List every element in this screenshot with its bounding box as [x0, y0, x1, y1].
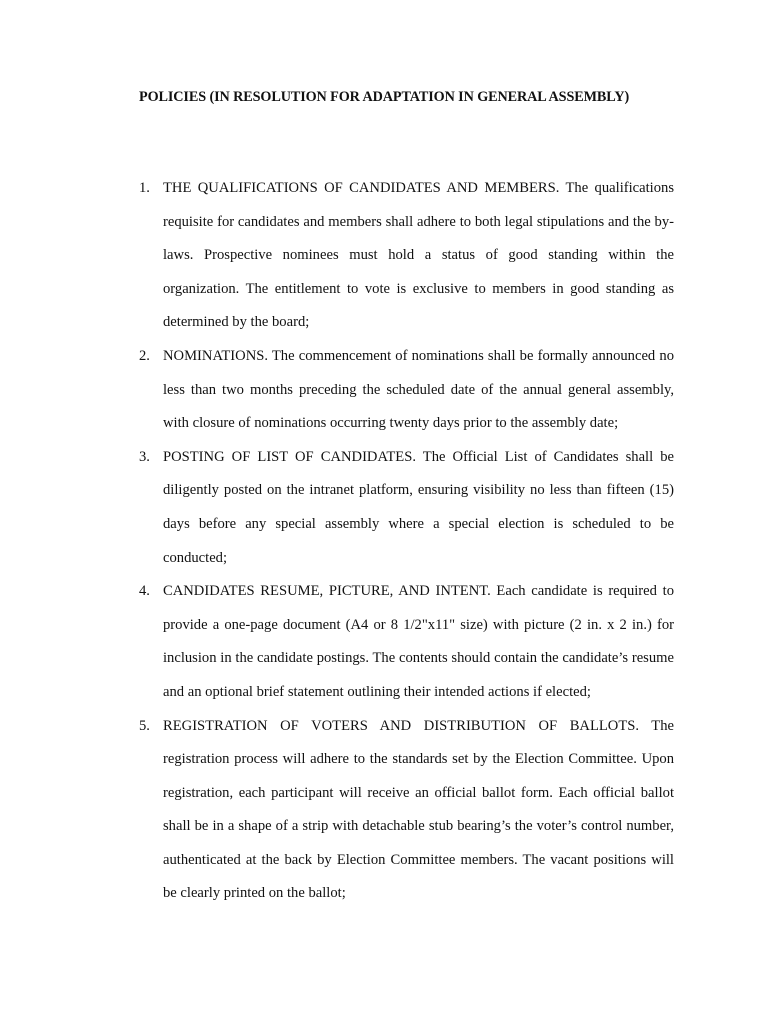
- policy-number: 2.: [139, 347, 150, 364]
- policy-item-5: [0, 710, 768, 912]
- policy-item-1: [0, 172, 768, 340]
- policy-text: THE QUALIFICATIONS OF CANDIDATES AND MEMBERS. The qualifications requisite for candidates and members shall adhere to both legal stipulations and the by-laws. Prospective nominees must hold a status of good standing within the organization. The entitlement to vote is exclusive to members in good standing as determined by the board;: [163, 180, 674, 331]
- policy-text: NOMINATIONS. The commencement of nominations shall be formally announced no less than two months preceding the scheduled date of the annual general assembly, with closure of nominations occurring twenty days prior to the assembly date;: [163, 347, 674, 432]
- policy-list: [0, 172, 768, 911]
- policy-number: 5.: [139, 717, 150, 734]
- policy-number: 1.: [139, 180, 150, 196]
- policy-item-2: [0, 340, 768, 441]
- policy-number: 4.: [139, 583, 150, 600]
- document-title: POLICIES (IN RESOLUTION FOR ADAPTATION IN GENERAL ASSEMBLY): [139, 89, 630, 105]
- policy-text: CANDIDATES RESUME, PICTURE, AND INTENT. Each candidate is required to provide a one-page document (A4 or 8 1/2"x11" size) with picture (2 in. x 2 in.) for inclusion in the candidate postings. The contents should contain the candidate’s resume and an optional brief statement outlining their intended actions if elected;: [163, 583, 674, 700]
- policy-text: REGISTRATION OF VOTERS AND DISTRIBUTION OF BALLOTS. The registration process will adhere to the standards set by the Election Committee. Upon registration, each participant will receive an official ballot form. Each official ballot shall be in a shape of a strip with detachable stub bearing’s the voter’s control number, authenticated at the back by Election Committee members. The vacant positions will be clearly printed on the ballot;: [163, 717, 674, 902]
- policy-item-4: [0, 575, 768, 709]
- policy-item-3: [0, 441, 768, 575]
- policy-number: 3.: [139, 448, 150, 465]
- policy-text: POSTING OF LIST OF CANDIDATES. The Official List of Candidates shall be diligently posted on the intranet platform, ensuring visibility no less than fifteen (15) days before any special assembly where a special election is scheduled to be conducted;: [163, 448, 674, 566]
